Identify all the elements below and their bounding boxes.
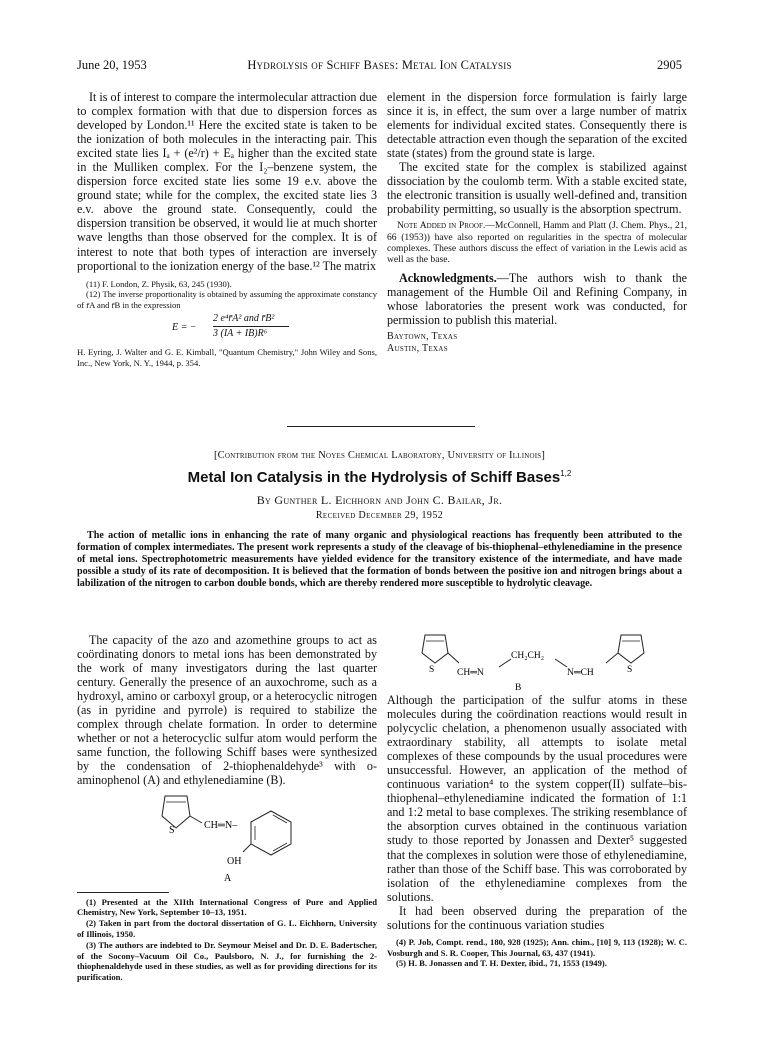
footnote-11: (11) F. London, Z. Physik, 63, 245 (1930). xyxy=(86,278,232,289)
footnote-12-reference: H. Eyring, J. Walter and G. E. Kimball, "Quantum Chemistry," John Wiley and Sons, Inc., New York, N. Y., 1944, p. 354. xyxy=(77,347,377,368)
ring-b-right-substituent-bond xyxy=(606,653,618,663)
header-date: June 20, 1953 xyxy=(77,58,147,72)
footnote-1: (1) Presented at the XIIth International Congress of Pure and Applied Chemistry, New York, September 10–13, 1951. xyxy=(77,896,377,918)
thiophene-ring-b-left xyxy=(422,635,448,663)
footnote-4: (4) P. Job, Compt. rend., 180, 928 (1925); Ann. chim., [10] 9, 113 (1928); W. C. Vosburgh and S. R. Cooper, This Journal, 63, 437 (1941). xyxy=(387,936,687,958)
address-baytown: Baytown, Texas xyxy=(387,331,458,343)
ring-a-substituent-bond xyxy=(190,816,202,823)
benzene-ring-a xyxy=(251,811,291,855)
note-added-in-proof xyxy=(387,220,687,265)
address-austin: Austin, Texas xyxy=(387,343,448,355)
byline: By Gunther L. Eichhorn and John C. Bailar, Jr. xyxy=(256,493,503,507)
prev-article-left-column xyxy=(77,90,377,369)
hydroxyl-bond xyxy=(243,844,251,852)
equation-lhs: E = − xyxy=(172,322,197,333)
structure-b-sulfur-right: S xyxy=(627,665,633,675)
footnote-5: (5) H. B. Jonassen and T. H. Dexter, ibid., 71, 1553 (1949). xyxy=(396,958,607,969)
structure-a-label: A xyxy=(224,872,232,884)
structure-a xyxy=(77,788,377,888)
right-paragraph-2: It had been observed during the preparation of the solutions for the continuous variation studies xyxy=(387,903,687,932)
equation-denominator: 3 (IA + IB)R⁶ xyxy=(213,328,268,339)
structure-b-left-linkage: CH═N xyxy=(457,668,484,678)
note-label: Note Added in Proof. xyxy=(397,220,486,232)
thiophene-ring-b-right xyxy=(618,635,644,663)
contribution-line: [Contribution from the Noyes Chemical Laboratory, University of Illinois] xyxy=(213,450,546,461)
structure-b xyxy=(387,629,687,693)
acknowledgments xyxy=(387,271,687,327)
footnote-2: (2) Taken in part from the doctoral dissertation of G. L. Eichhorn, University of Illinois, 1950. xyxy=(77,918,377,939)
fraction-bar xyxy=(213,326,289,327)
header-page-number: 2905 xyxy=(657,58,682,72)
running-header xyxy=(77,58,682,74)
structure-a-sulfur: S xyxy=(169,824,175,836)
bridge-bond-left xyxy=(499,659,511,667)
equation-numerator: 2 e⁴r̄A² and r̄B² xyxy=(213,313,275,324)
ring-b-left-substituent-bond xyxy=(448,653,459,663)
prev-right-paragraph-1: element in the dispersion force formulation is fairly large since it is, in effect, the sum over a large number of matrix elements for individual excited states. Consequently there is detectable attraction even though the separation of the excited state (states) from the ground state is large. xyxy=(387,90,687,161)
title-footnote-marks: 1,2 xyxy=(560,469,572,478)
structure-a-linkage: CH═N– xyxy=(204,819,238,831)
prev-right-paragraph-2: The excited state for the complex is stabilized against dissociation by the coulomb term. With a stable excited state, the electronic transition is usually well-defined and, transition probability permitting, so usually is the absorption spectrum. xyxy=(387,160,687,217)
note-text: —McConnell, Hamm and Platt (J. Chem. Phys., 21, 66 (1953)) have also reported on regularities in the spectra of molecular complexes. These authors discuss the effect of variation in the Lewis acid as well as the base. xyxy=(387,220,687,266)
footnote-12: (12) The inverse proportionality is obtained by assuming the approximate constancy of r̄A and r̄B in the expression xyxy=(77,289,377,311)
footnote-rule-left xyxy=(77,892,169,893)
prev-article-right-column xyxy=(387,90,687,355)
structure-a-hydroxyl: OH xyxy=(227,855,242,867)
right-paragraph-1: Although the participation of the sulfur atoms in these molecules during the coördination reactions would result in polycyclic chelation, a phenomenon usually associated with extraordinary stability, all attempts to isolate metal complexes of these compounds by the usual procedures were unsuccessful. However, an application of the method of continuous variation⁴ to the system copper(II) sulfate–bis-thiophenal–ethylenediamine indicated the formation of 1:1 and 1:2 metal to base complexes. The striking resemblance of the absorption curves obtained in the continuous variation study to those reported by Jonassen and Dexter⁵ suggested that the complexes in solution were those of ethylenediamine, rather than those of the Schiff base. This was corroborated by isolation of the ethylenediamine complexes from the solutions. xyxy=(387,693,687,904)
prev-left-paragraph: It is of interest to compare the intermolecular attraction due to complex formation with that due to dispersion forces as developed by London.¹¹ Here the excited state is taken to be the ionization of both molecules in the interacting pair. This excited state lies Iₐ + (e²/r) + Eₐ higher than the excited state in the Mulliken complex. For the I₂–benzene system, the dispersion force excited state lies some 19 e.v. above the ground state; while for the complex, the excited state lies 3 e.v. above the ground state. Consequently, could the dispersion transition be observed, it would lie at much shorter wave lengths than those observed for the complex. It is of interest to note that both types of interaction are inversely proportional to the ionization energy of the base.¹² The matrix xyxy=(77,90,377,273)
header-running-title: Hydrolysis of Schiff Bases: Metal Ion Catalysis xyxy=(247,58,512,72)
structure-b-bridge: CH₂CH₂ xyxy=(511,651,545,661)
intro-paragraph: The capacity of the azo and azomethine groups to act as coördinating donors to metal ions has been demonstrated by the work of many investigators during the last quarter century. Generally the presence of an auxochrome, such as a hydroxyl, amino or carboxyl group, or a heterocyclic nitrogen (as in pyridine and pyrrole) is required to stabilize the complex through chelate formation. In order to determine whether or not a heterocyclic sulfur atom would perform the same function, the following Schiff bases were synthesized by the condensation of 2-thiophenaldehyde³ with o-aminophenol (A) and ethylenediamine (B). xyxy=(77,633,377,788)
article-separator-rule xyxy=(287,426,475,427)
bridge-bond-right xyxy=(555,659,567,667)
structure-b-sulfur-left: S xyxy=(429,665,435,675)
ack-text: —The authors wish to thank the management of the Humble Oil and Refining Company, in whose laboratories the present work was conducted, for permission to publish this material. xyxy=(387,271,687,328)
footnote-3: (3) The authors are indebted to Dr. Seymour Meisel and Dr. D. E. Badertscher, of the Socony–Vacuum Oil Co., Paulsboro, N. J., for furnishing the 2-thiophenaldehyde used in these studies, as well as for providing directions for its purification. xyxy=(77,939,377,983)
thiophene-ring-a xyxy=(162,796,190,828)
received-date: Received December 29, 1952 xyxy=(315,510,444,521)
article-title xyxy=(77,469,682,486)
structure-b-label: B xyxy=(515,683,522,693)
article-right-column xyxy=(387,629,687,969)
article-left-column xyxy=(77,633,377,983)
article-title-text: Metal Ion Catalysis in the Hydrolysis of Schiff Bases xyxy=(187,469,561,486)
structure-b-right-linkage: N═CH xyxy=(567,668,594,678)
abstract: The action of metallic ions in enhancing the rate of many organic and physiological reactions has frequently been attributed to the formation of complex intermediates. The present work represents a study of the cleavage of bis-thiophenal–ethylenediamine in the presence of metal ions. Spectrophotometric measurements have yielded evidence for the transitory existence of the intermediate, and have made possible a study of its rate of decomposition. It is believed that the formation of bonds between the positive ion and nitrogen brings about a labilization of the nitrogen to carbon double bonds, which are thereby rendered more susceptible to hydrolytic cleavage. xyxy=(77,530,682,589)
dispersion-equation xyxy=(77,313,377,343)
ack-label: Acknowledgments. xyxy=(399,271,497,286)
